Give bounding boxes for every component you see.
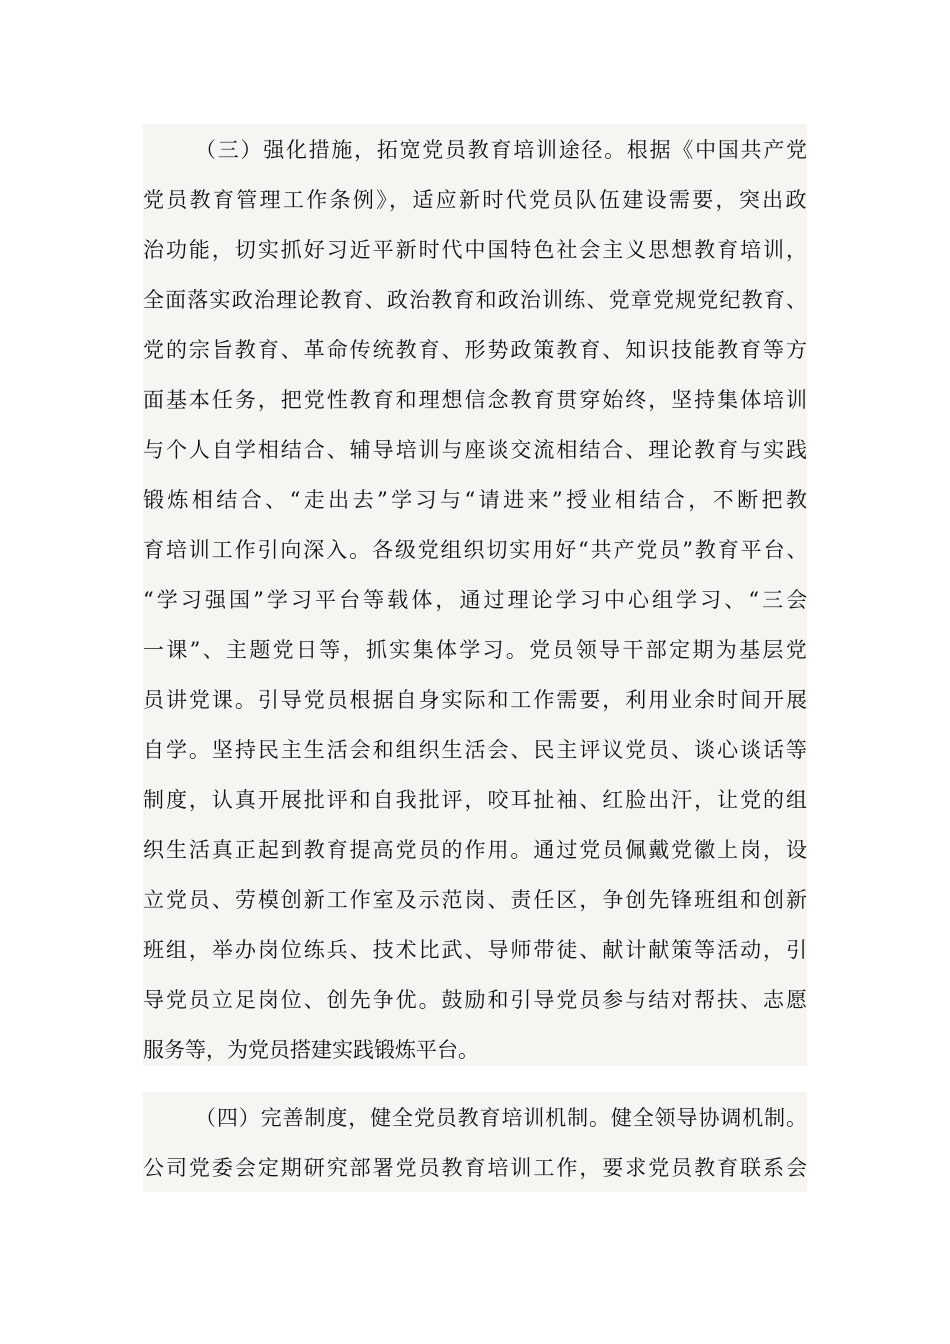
paragraph-line: 与个人自学相结合、辅导培训与座谈交流相结合、理论教育与实践 — [143, 438, 809, 462]
paragraph-line: 党的宗旨教育、革命传统教育、形势政策教育、知识技能教育等方 — [143, 338, 809, 362]
paragraph-3 — [143, 124, 811, 1066]
paragraph-line: 党员教育管理工作条例》，适应新时代党员队伍建设需要，突出政 — [143, 188, 809, 212]
paragraph-line: 一课”、主题党日等，抓实集体学习。党员领导干部定期为基层党 — [143, 638, 810, 662]
paragraph-line: 育培训工作引向深入。各级党组织切实用好“共产党员”教育平台、 — [143, 538, 810, 562]
paragraph-line: 服务等，为党员搭建实践锻炼平台。 — [143, 1038, 479, 1062]
paragraph-line: 公司党委会定期研究部署党员教育培训工作，要求党员教育联系会 — [143, 1156, 809, 1180]
paragraph-line: 治功能，切实抓好习近平新时代中国特色社会主义思想教育培训， — [143, 238, 809, 262]
paragraph-line: 全面落实政治理论教育、政治教育和政治训练、党章党规党纪教育、 — [143, 288, 809, 312]
paragraph-line: 员讲党课。引导党员根据自身实际和工作需要，利用业余时间开展 — [143, 688, 809, 712]
paragraph-line: 制度，认真开展批评和自我批评，咬耳扯袖、红脸出汗，让党的组 — [143, 788, 809, 812]
paragraph-line: （三）强化措施，拓宽党员教育培训途径。根据《中国共产党 — [195, 138, 809, 162]
paragraph-line: 织生活真正起到教育提高党员的作用。通过党员佩戴党徽上岗，设 — [143, 838, 809, 862]
paragraph-line: “学习强国”学习平台等载体，通过理论学习中心组学习、“三会 — [143, 588, 811, 612]
paragraph-4 — [143, 1092, 807, 1192]
paragraph-line: 立党员、劳模创新工作室及示范岗、责任区，争创先锋班组和创新 — [143, 888, 809, 912]
paragraph-line: 面基本任务，把党性教育和理想信念教育贯穿始终，坚持集体培训 — [143, 388, 809, 412]
paragraph-line: 导党员立足岗位、创先争优。鼓励和引导党员参与结对帮扶、志愿 — [143, 988, 809, 1012]
paragraph-line: （四）完善制度，健全党员教育培训机制。健全领导协调机制。 — [195, 1106, 808, 1130]
paragraph-line: 自学。坚持民主生活会和组织生活会、民主评议党员、谈心谈话等 — [143, 738, 809, 762]
paragraph-line: 锻炼相结合、“走出去”学习与“请进来”授业相结合，不断把教 — [143, 488, 811, 512]
paragraph-line: 班组，举办岗位练兵、技术比武、导师带徒、献计献策等活动，引 — [143, 938, 809, 962]
